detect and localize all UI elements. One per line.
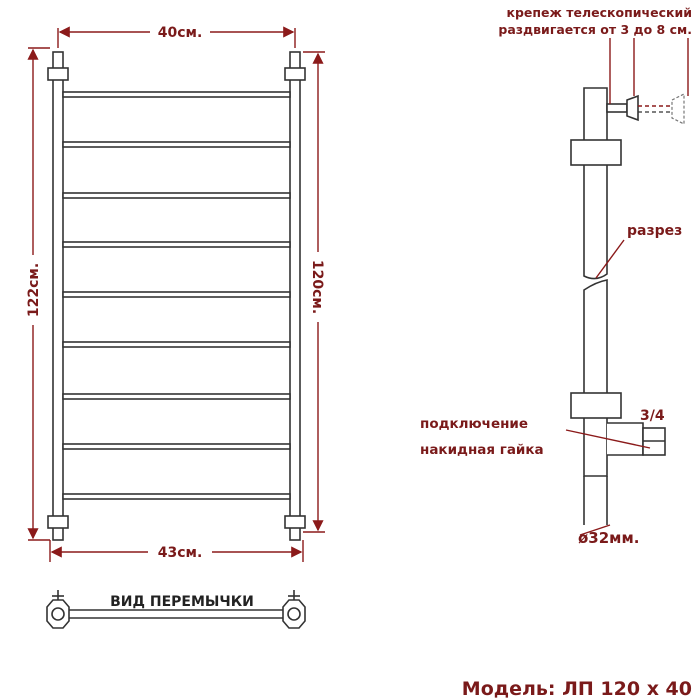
rung: [63, 394, 290, 399]
width-bottom-label: 43см.: [157, 545, 203, 561]
rung: [63, 292, 290, 297]
rung: [63, 242, 290, 247]
mount-label-line2: раздвигается от 3 до 8 см.: [498, 22, 692, 37]
bracket-top-right: [285, 68, 305, 80]
dimension-top: [58, 25, 295, 48]
telescopic-rod: [607, 104, 627, 112]
wall-plate-extended: [672, 94, 684, 124]
pipe-diameter-label: ø32мм.: [578, 529, 640, 547]
connection-label-line1: подключение: [420, 416, 529, 432]
side-view: [566, 38, 688, 535]
side-pipe-lower: [584, 280, 607, 476]
height-inner-label: 120см.: [309, 259, 325, 315]
connection-label-line2: накидная гайка: [420, 442, 544, 458]
width-top-label: 40см.: [157, 25, 203, 41]
left-post: [53, 52, 63, 540]
connection-elbow: [607, 423, 643, 455]
side-bracket-lower: [571, 393, 621, 418]
crossbar-view: [47, 590, 305, 628]
mount-label-line1: крепеж телескопический: [506, 5, 692, 20]
rung: [63, 494, 290, 499]
height-outer-label: 122см.: [26, 262, 42, 318]
bracket-top-left: [48, 68, 68, 80]
side-bracket-upper: [571, 140, 621, 165]
rung: [63, 193, 290, 198]
model-label: Модель: ЛП 120 х 40: [461, 678, 692, 700]
dimension-right: [303, 52, 325, 532]
wall-plate: [627, 96, 638, 120]
rungs: [63, 92, 290, 499]
rung: [63, 92, 290, 97]
rung: [63, 142, 290, 147]
side-pipe-upper: [584, 88, 607, 279]
thread-size-label: 3/4: [640, 408, 665, 424]
front-view: [48, 52, 305, 540]
section-label: разрез: [627, 223, 683, 239]
rung: [63, 444, 290, 449]
bracket-bottom-right: [285, 516, 305, 528]
dimension-bottom: [50, 540, 303, 562]
rung: [63, 342, 290, 347]
bracket-bottom-left: [48, 516, 68, 528]
right-post: [290, 52, 300, 540]
crossbar-view-label: ВИД ПЕРЕМЫЧКИ: [110, 594, 254, 610]
dimension-left: [26, 48, 50, 540]
